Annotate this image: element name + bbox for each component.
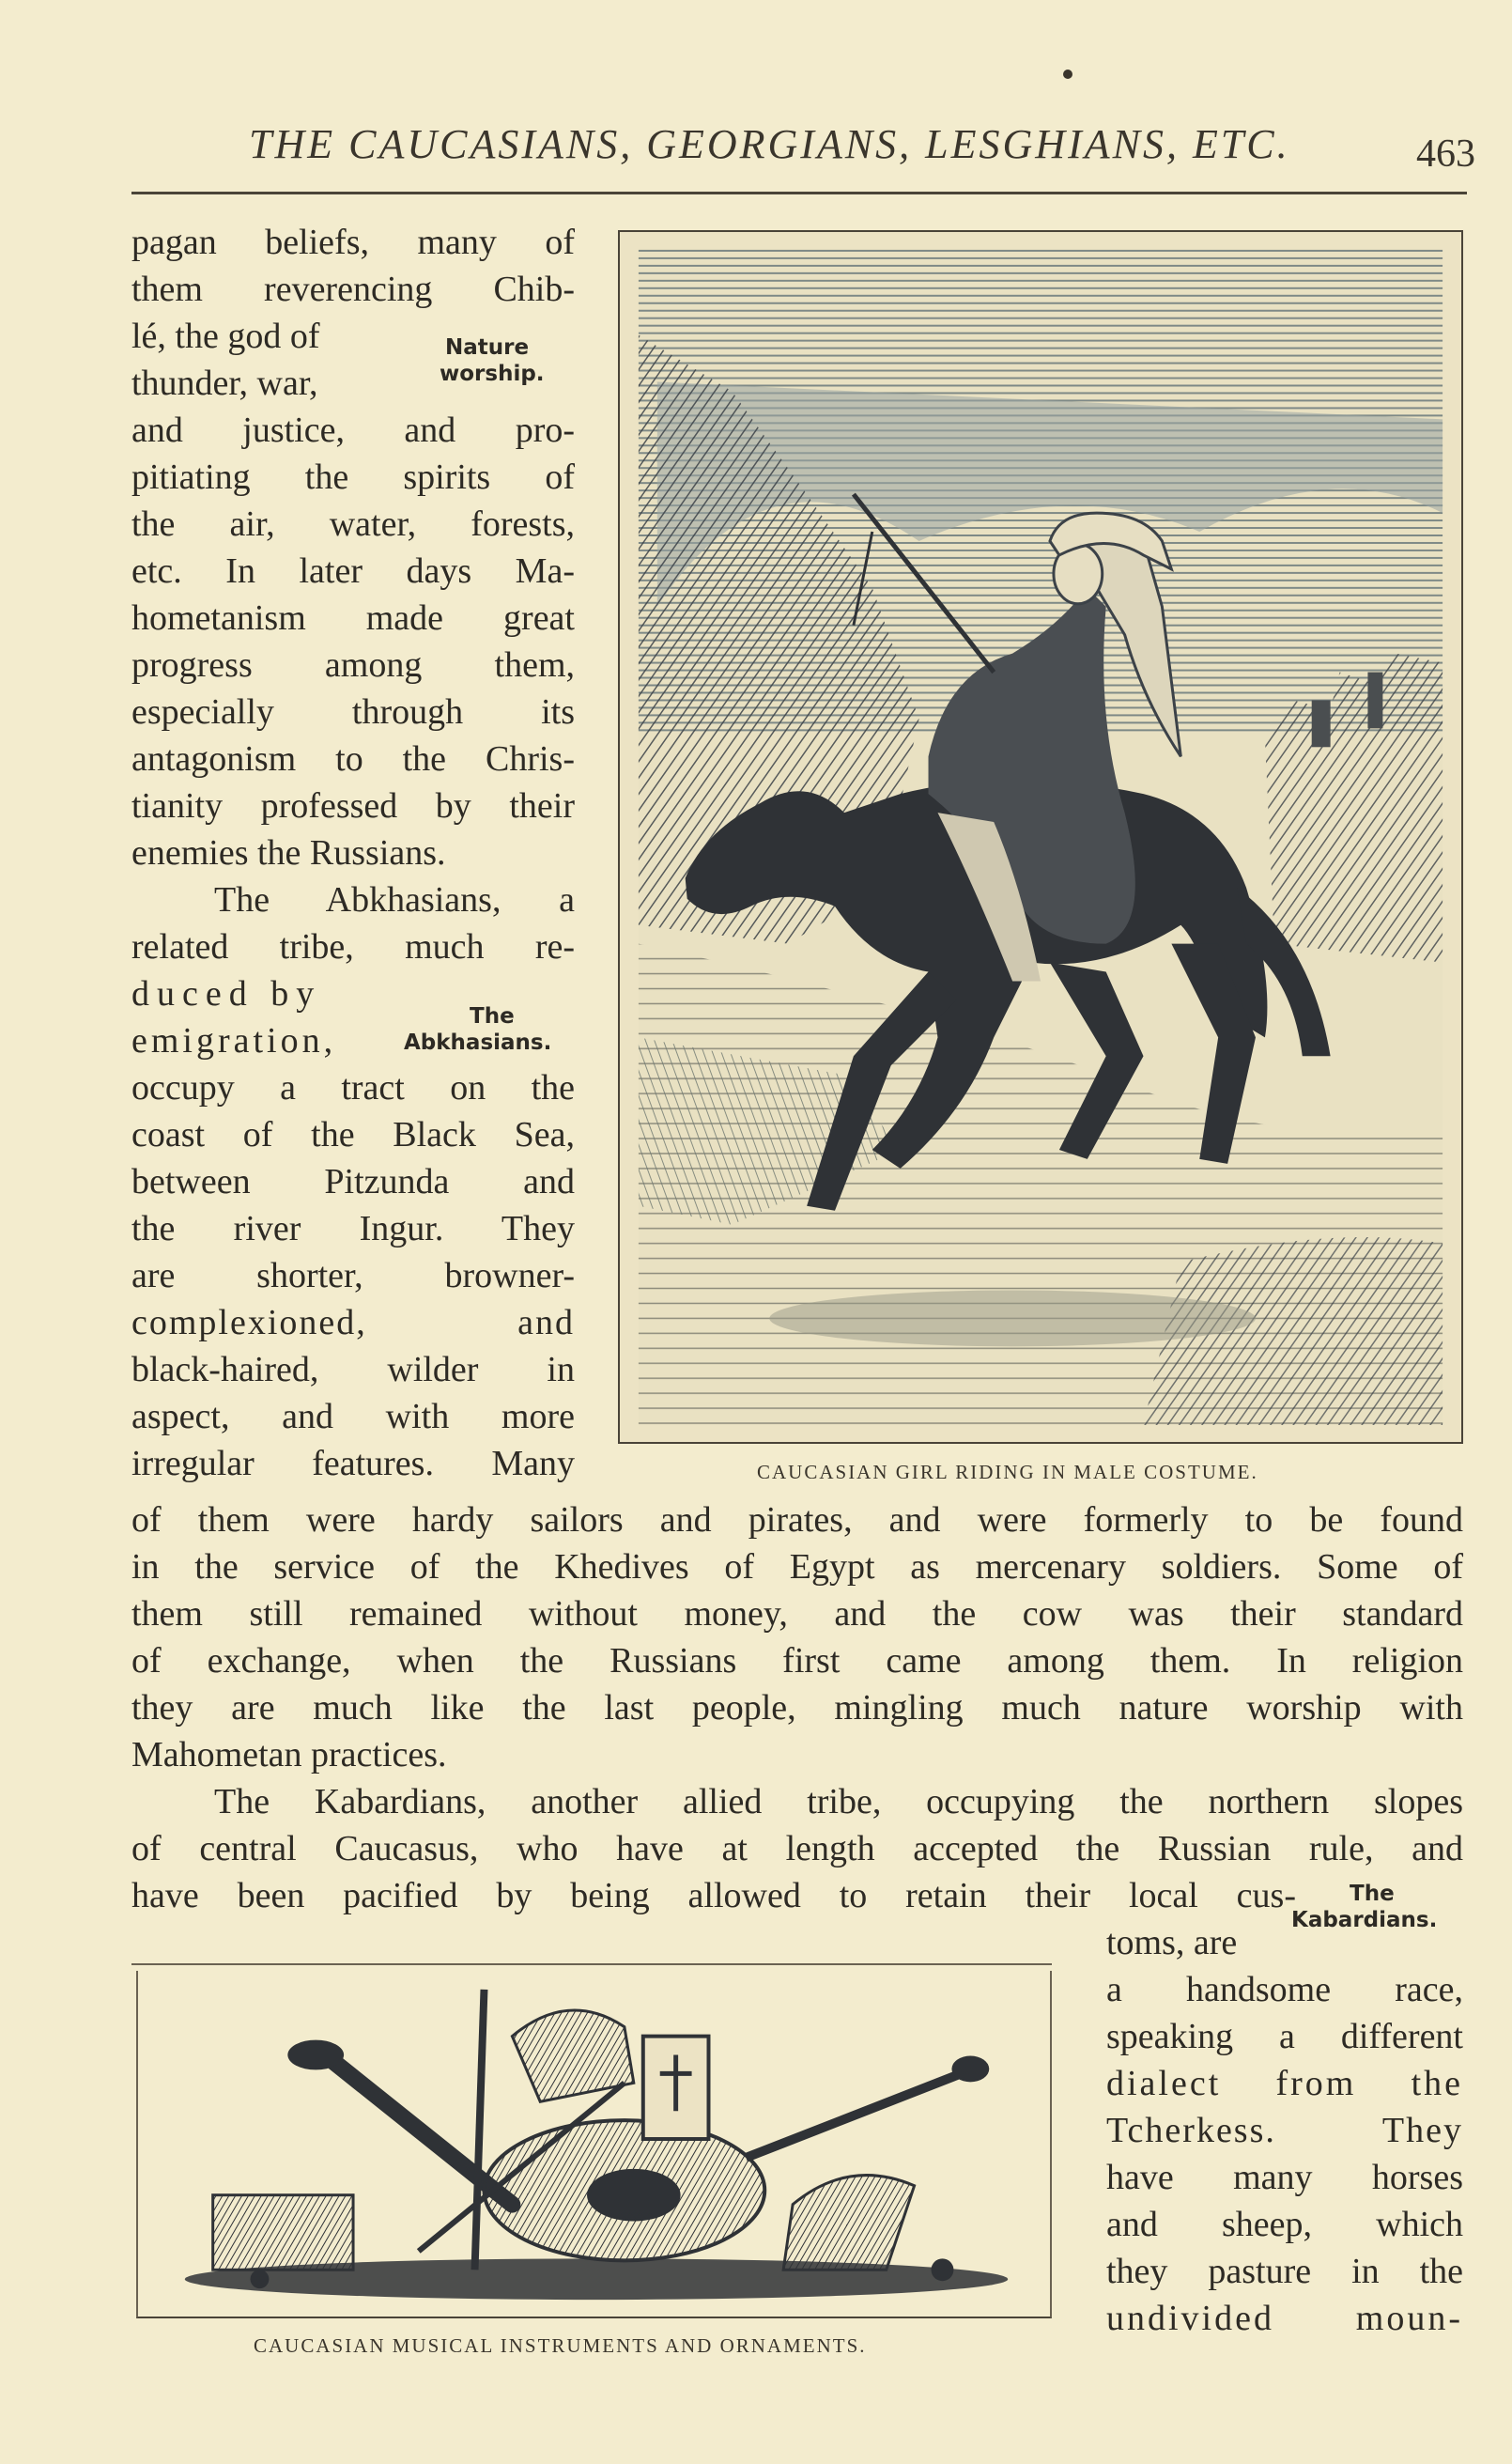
sidenote-line: The: [1350, 1882, 1395, 1906]
sidenote-line: Abkhasians.: [404, 1031, 552, 1055]
sidenote-line: worship.: [440, 362, 545, 386]
text-line: and justice, and pro-: [131, 411, 575, 450]
text-line: pitiating the spirits of: [131, 457, 575, 497]
figure-musical-instruments: [136, 1971, 1052, 2318]
text-line: The Kabardians, another allied tribe, occupying the northern slopes: [214, 1782, 1463, 1821]
text-line: etc. In later days Ma-: [131, 551, 575, 591]
text-line: complexioned, and: [131, 1303, 575, 1342]
text-line: them reverencing Chib-: [131, 270, 575, 309]
text-line: lé, the god of: [131, 317, 320, 356]
text-line: are shorter, browner-: [131, 1256, 575, 1295]
text-line: they are much like the last people, mingling much nature worship with: [131, 1688, 1463, 1728]
text-line: duced by: [131, 974, 322, 1014]
text-line: Mahometan practices.: [131, 1735, 447, 1774]
text-line: pagan beliefs, many of: [131, 223, 575, 262]
text-line: they pasture in the: [1106, 2252, 1463, 2291]
text-line: in the service of the Khedives of Egypt as mercenary soldiers. Some of: [131, 1547, 1463, 1587]
figure-girl-riding: [618, 230, 1463, 1444]
text-line: hometanism made great: [131, 598, 575, 638]
text-line: enemies the Russians.: [131, 833, 446, 873]
text-line: speaking a different: [1106, 2017, 1463, 2056]
text-line: and sheep, which: [1106, 2205, 1463, 2244]
text-line: black-haired, wilder in: [131, 1350, 575, 1389]
text-line: thunder, war,: [131, 364, 318, 403]
text-line: the air, water, forests,: [131, 504, 575, 544]
sidenote-abkhasians: [404, 1003, 551, 1056]
ink-dot: [1063, 70, 1072, 79]
text-line: between Pitzunda and: [131, 1162, 575, 1201]
text-line: of central Caucasus, who have at length accepted the Russian rule, and: [131, 1829, 1463, 1868]
text-line: related tribe, much re-: [131, 927, 575, 967]
text-line: coast of the Black Sea,: [131, 1115, 575, 1155]
text-line: Tcherkess. They: [1106, 2111, 1463, 2150]
figure1-caption: CAUCASIAN GIRL RIDING IN MALE COSTUME.: [757, 1461, 1258, 1483]
text-line: dialect from the: [1106, 2064, 1463, 2103]
text-line: especially through its: [131, 692, 575, 732]
text-line: the river Ingur. They: [131, 1209, 575, 1248]
text-line: tianity professed by their: [131, 786, 575, 826]
text-line: aspect, and with more: [131, 1397, 575, 1436]
text-line: of them were hardy sailors and pirates, and were formerly to be found: [131, 1500, 1463, 1540]
text-line: a handsome race,: [1106, 1970, 1463, 2009]
sidenote-line: The: [470, 1004, 515, 1029]
figure2-top-rule: [131, 1963, 1052, 1965]
text-line: have been pacified by being allowed to retain their local cus-: [131, 1876, 1296, 1915]
text-line: of exchange, when the Russians first came among them. In religion: [131, 1641, 1463, 1681]
text-line: emigration,: [131, 1021, 337, 1061]
sidenote-kabardians: [1291, 1881, 1437, 1933]
text-line: toms, are: [1106, 1923, 1238, 1962]
text-line: occupy a tract on the: [131, 1068, 575, 1108]
text-line: irregular features. Many: [131, 1444, 575, 1483]
text-line: antagonism to the Chris-: [131, 739, 575, 779]
sidenote-line: Kabardians.: [1291, 1908, 1438, 1932]
text-line: progress among them,: [131, 645, 575, 685]
sidenote-nature-worship: [440, 334, 545, 387]
text-line: have many horses: [1106, 2158, 1463, 2197]
page-number: 463: [1416, 132, 1475, 176]
figure2-caption: CAUCASIAN MUSICAL INSTRUMENTS AND ORNAMENTS.: [254, 2334, 867, 2357]
text-line: The Abkhasians, a: [214, 880, 575, 920]
running-head: THE CAUCASIANS, GEORGIANS, LESGHIANS, ETC.: [249, 121, 1290, 167]
text-line: undivided moun-: [1106, 2299, 1463, 2338]
header-rule: [131, 192, 1467, 194]
text-line: them still remained without money, and the cow was their standard: [131, 1594, 1463, 1634]
sidenote-line: Nature: [445, 335, 530, 360]
